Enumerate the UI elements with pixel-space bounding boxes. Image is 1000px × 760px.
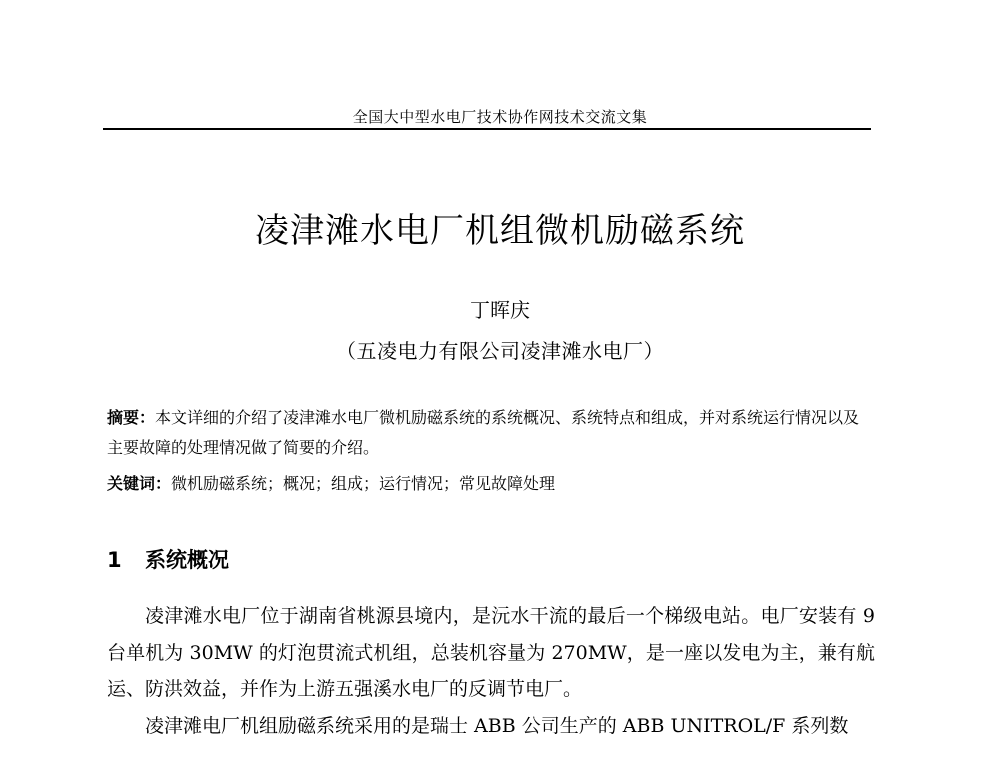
- header-rule: [103, 128, 871, 130]
- keywords: [107, 471, 875, 497]
- section-title: 系统概况: [145, 548, 229, 572]
- author-name: 丁晖庆: [470, 298, 530, 322]
- running-header-title: 全国大中型水电厂技术协作网技术交流文集: [352, 108, 648, 126]
- section-body: [107, 598, 875, 744]
- body-paragraph: 凌津滩电厂机组励磁系统采用的是瑞士 ABB 公司生产的 ABB UNITROL/F 系列数: [145, 714, 849, 737]
- section-heading: [107, 544, 229, 574]
- keywords-text: 微机励磁系统；概况；组成；运行情况；常见故障处理: [171, 474, 556, 493]
- body-paragraph: 凌津滩水电厂位于湖南省桃源县境内，是沅水干流的最后一个梯级电站。电厂安装有 9 台单机为 30MW 的灯泡贯流式机组，总装机容量为 270MW，是一座以发电为主，兼有航运、防洪效益，并作为上游五强溪水电厂的反调节电厂。: [107, 605, 875, 700]
- abstract-text: 本文详细的介绍了凌津滩水电厂微机励磁系统的系统概况、系统特点和组成，并对系统运行情况以及主要故障的处理情况做了简要的介绍。: [107, 408, 860, 457]
- section-number: 1: [107, 548, 122, 572]
- author-affiliation: （五凌电力有限公司凌津滩水电厂）: [336, 339, 664, 363]
- paper-title: 凌津滩水电厂机组微机励磁系统: [255, 211, 745, 251]
- abstract: [107, 403, 875, 463]
- abstract-label: 摘要：: [107, 408, 156, 427]
- keywords-label: 关键词：: [107, 474, 172, 493]
